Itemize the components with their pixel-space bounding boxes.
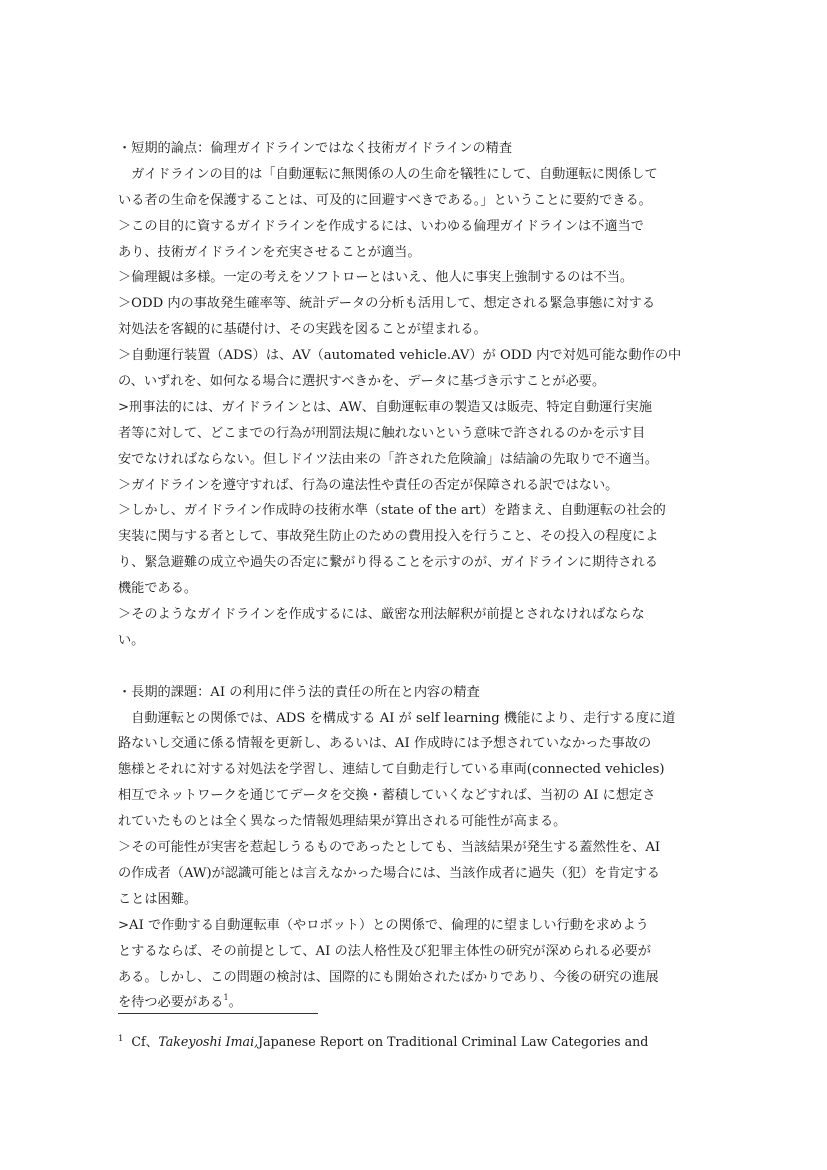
paragraph-line: 実装に関与する者として、事故発生防止のための費用投入を行うこと、その投入の程度によ — [118, 529, 659, 545]
paragraph-line: ＞ODD 内の事故発生確率等、統計データの分析も活用して、想定される緊急事態に対する — [118, 296, 656, 312]
paragraph-line: >刑事法的には、ガイドラインとは、AW、自動運転車の製造又は販売、特定自動運行実施 — [118, 399, 652, 415]
line-end-punctuation: 。 — [228, 995, 242, 1011]
footnote-title: Japanese Report on Traditional Criminal Law Categories and — [258, 1034, 649, 1049]
paragraph-line: の作成者（AW)が認識可能とは言えなかった場合には、当該作成者に過失（犯）を肯定する — [118, 865, 660, 881]
paragraph-line: ＞この目的に資するガイドラインを作成するには、いわゆる倫理ガイドラインは不適当で — [118, 218, 644, 234]
footnote-divider — [118, 1013, 318, 1014]
paragraph-line: 路ないし交通に係る情報を更新し、あるいは、AI 作成時には予想されていなかった事故の — [118, 736, 652, 752]
paragraph-line: 機能である。 — [118, 581, 198, 597]
paragraph-line: れていたものとは全く異なった情報処理結果が算出される可能性が高まる。 — [118, 814, 567, 830]
paragraph-line: の、いずれを、如何なる場合に選択すべきかを、データに基づき示すことが必要。 — [118, 374, 606, 390]
paragraph-line: ＞そのようなガイドラインを作成するには、厳密な刑法解釈が前提とされなければならな — [118, 607, 645, 623]
paragraph-line: ＞ガイドラインを遵守すれば、行為の違法性や責任の否定が保障される訳ではない。 — [118, 477, 619, 493]
paragraph-line: ＞しかし、ガイドライン作成時の技術水準（state of the art）を踏まえ、自動運転の社会的 — [118, 503, 666, 519]
paragraph-line: ガイドラインの目的は「自動運転に無関係の人の生命を犠牲にして、自動運転に関係して — [118, 166, 658, 182]
paragraph-line: ＞自動運行装置（ADS）は、AV（automated vehicle.AV）が ODD 内で対処可能な動作の中 — [118, 348, 682, 364]
section-heading-long-term: ・長期的課題：AI の利用に伴う法的責任の所在と内容の精査 — [118, 684, 480, 700]
footnote-number: 1 — [118, 1034, 124, 1044]
paragraph-line: ＞その可能性が実害を惹起しうるものであったとしても、当該結果が発生する蓋然性を、AI — [118, 840, 661, 856]
paragraph-line: いる者の生命を保護することは、可及的に回避すべきである。」ということに要約できる。 — [118, 192, 652, 208]
paragraph-line: ことは困難。 — [118, 891, 198, 907]
paragraph-line: 安でなければならない。但しドイツ法由来の「許された危険論」は結論の先取りで不適当。 — [118, 451, 659, 467]
paragraph-line: り、緊急避難の成立や過失の否定に繋がり得ることを示すのが、ガイドラインに期待される — [118, 555, 658, 571]
paragraph-line: 者等に対して、どこまでの行為が刑罰法規に触れないという意味で許されるのかを示す目 — [118, 425, 646, 441]
paragraph-line: 態様とそれに対する対処法を学習し、連結して自動走行している車両(connected vehicles) — [118, 762, 665, 778]
section-heading-short-term: ・短期的論点：倫理ガイドラインではなく技術ガイドラインの精査 — [118, 141, 513, 156]
paragraph-line: 自動運転との関係では、ADS を構成する AI が self learning 機能により、走行する度に道 — [118, 710, 676, 726]
paragraph-line: 対処法を客観的に基礎付け、その実践を図ることが望まれる。 — [118, 322, 487, 338]
paragraph-line: ＞倫理観は多様。一定の考えをソフトローとはいえ、他人に事実上強制するのは不当。 — [118, 270, 634, 286]
section-spacer — [118, 654, 712, 680]
paragraph-line: 相互でネットワークを通じてデータを交換・蓄積していくなどすれば、当初の AI に想定さ — [118, 788, 656, 804]
paragraph-line: とするならば、その前提として、AI の法人格性及び犯罪主体性の研究が深められる必要が — [118, 943, 651, 959]
paragraph-line: >AI で作動する自動運転車（やロボット）との関係で、倫理的に望ましい行動を求めよう — [118, 917, 649, 933]
footnote-author: Takeyoshi Imai, — [158, 1034, 259, 1049]
body-text — [118, 136, 712, 1016]
footnote — [118, 1030, 718, 1051]
footnote-prefix: Cf、 — [131, 1034, 159, 1049]
paragraph-line: ある。しかし、この問題の検討は、国際的にも開始されたばかりであり、今後の研究の進展 — [118, 969, 659, 985]
paragraph-line-text: を待つ必要がある — [118, 995, 224, 1011]
paragraph-line: い。 — [118, 632, 145, 648]
paragraph-line: あり、技術ガイドラインを充実させることが適当。 — [118, 244, 421, 260]
footnote-reference[interactable]: 1 — [223, 993, 229, 1003]
